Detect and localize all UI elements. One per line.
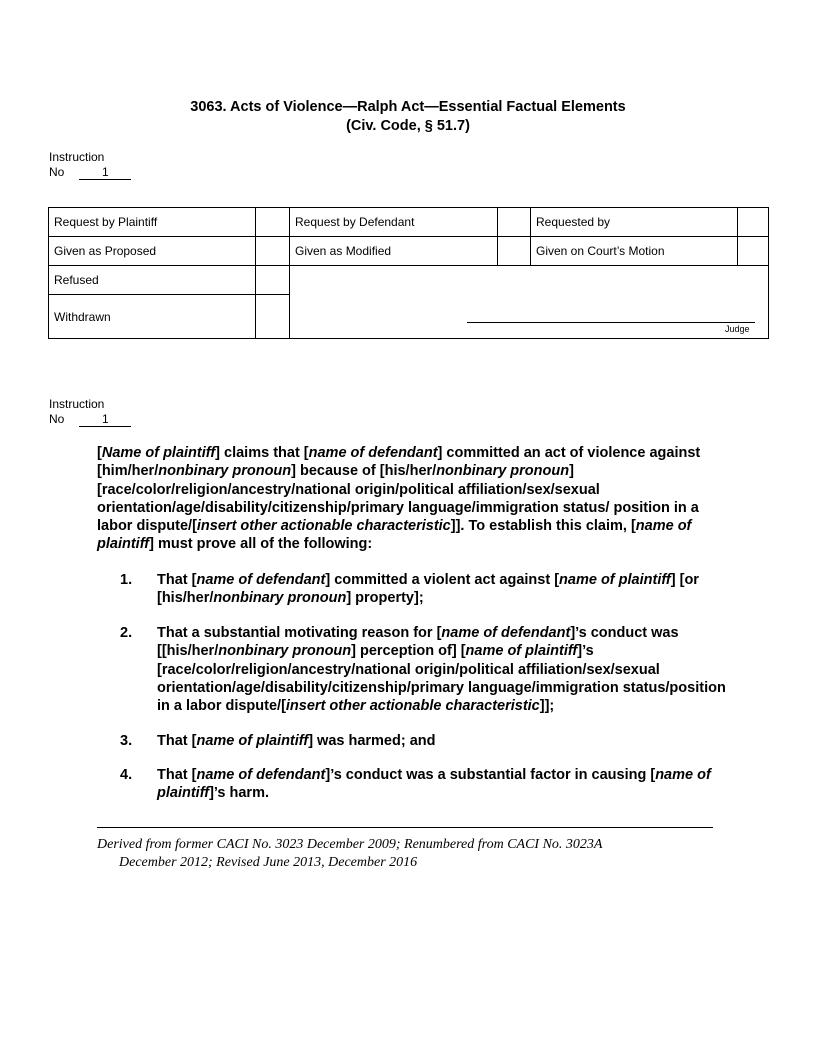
judge-label: Judge [725,324,750,334]
refused-label: Refused [54,273,99,287]
requested-by-label: Requested by [536,215,611,229]
instruction-label: Instruction [49,397,105,411]
withdrawn-checkbox[interactable] [256,295,289,338]
title-line-1: 3063. Acts of Violence—Ralph Act—Essential Factual Elements [190,99,626,115]
withdrawn-label: Withdrawn [54,309,111,324]
instruction-no-label: No [49,164,65,179]
request-by-plaintiff-label: Request by Plaintiff [54,215,158,229]
request-by-defendant-checkbox[interactable] [498,208,530,236]
list-item-number: 2. [120,625,133,641]
request-by-plaintiff-checkbox[interactable] [256,208,289,236]
instruction-no-value: 1 [79,413,131,427]
page-title [0,98,816,136]
instruction-no-label: No [49,411,65,426]
list-item-number: 4. [120,767,133,783]
given-on-courts-motion-checkbox[interactable] [738,237,768,265]
instruction-no-value: 1 [79,166,131,180]
judge-signature-line[interactable] [467,322,755,323]
list-item-text: That [name of defendant] committed a violent act against [name of plaintiff] [or [his/her/nonbinary pronoun] property]; [157,572,699,607]
title-line-2: (Civ. Code, § 51.7) [346,118,470,134]
given-as-proposed-label: Given as Proposed [54,244,157,258]
given-as-proposed-checkbox[interactable] [256,237,289,265]
requested-by-checkbox[interactable] [738,208,768,236]
list-item-text: That a substantial motivating reason for [name of defendant]’s conduct was [[his/her/nonbinary pronoun] perception of] [name of plaintiff]’s [race/color/religion/ancestry/national origin/political affiliation/sex/sexual orientation/age/disability/citizenship/primary language/immigration status/position in a labor dispute/[insert other actionable characteristic]]; [157,625,726,715]
list-item-text: That [name of plaintiff] was harmed; and [157,733,436,749]
list-item-number: 1. [120,572,133,588]
request-by-defendant-label: Request by Defendant [295,215,415,229]
instruction-intro-paragraph: [Name of plaintiff] claims that [name of defendant] committed an act of violence against [him/her/nonbinary pronoun] because of [his/her/nonbinary pronoun] [race/color/religion/ancestry/national origin/political affiliation/sex/sexual orientation/age/disability/citizenship/primary language/immigration status/ position in a labor dispute/[insert other actionable characteristic]]. To establish this claim, [name of plaintiff] must prove all of the following: [97,445,701,553]
request-form-table [48,207,769,339]
refused-checkbox[interactable] [256,266,289,294]
footer-divider [97,827,713,828]
given-as-modified-checkbox[interactable] [498,237,530,265]
instruction-number-top [49,150,131,180]
list-item-number: 3. [120,733,133,749]
history-note [97,836,717,872]
instruction-number-bottom [49,397,131,427]
list-item-text: That [name of defendant]’s conduct was a substantial factor in causing [name of plaintiff]’s harm. [157,767,711,802]
history-note-line-2: December 2012; Revised June 2013, December 2016 [119,855,418,870]
given-as-modified-label: Given as Modified [295,244,392,258]
given-on-courts-motion-label: Given on Court’s Motion [536,244,665,258]
instruction-label: Instruction [49,150,105,164]
history-note-line-1: Derived from former CACI No. 3023 December 2009; Renumbered from CACI No. 3023A [97,837,603,852]
